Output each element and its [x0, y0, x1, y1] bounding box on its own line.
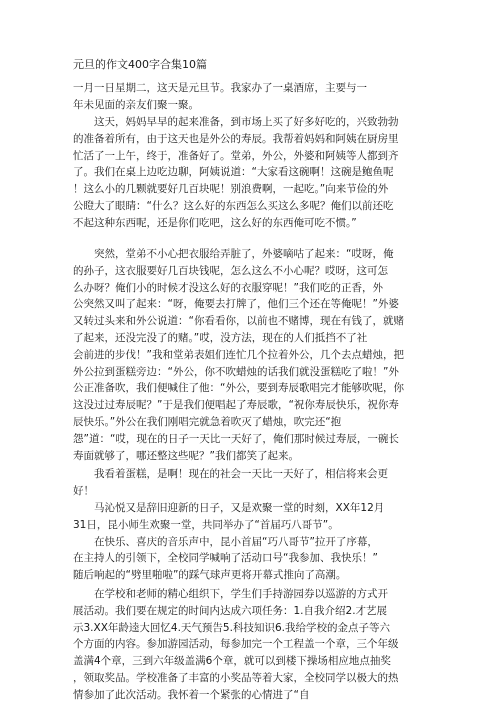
text-line: 了。我们在桌上边吃边聊，阿姨说道：“大家看这碗啊！这碗是鲍鱼呢	[73, 166, 394, 179]
text-line: 这没过过寿辰呢？”于是我们便唱起了寿辰歌，“祝你寿辰快乐，祝你寿	[73, 399, 399, 412]
text-line: 好！	[73, 484, 94, 497]
text-line: 公突然又叫了起来：“呀，俺要去打牌了，他们三个还在等俺呢！”外婆	[73, 298, 399, 311]
text-line: ，领取奖品。学校准备了丰富的小奖品等着大家，全校同学以极大的热	[73, 671, 399, 684]
paragraph-5	[73, 500, 433, 584]
text-line: 年未见面的亲友们聚一聚。	[73, 98, 199, 111]
text-line: 忙活了一上午，终于，准备好了。堂弟，外公，外婆和阿姨等人都到齐	[73, 149, 399, 162]
text-line: 寿面就够了，哪还整这些呢？”我们都笑了起来。	[73, 449, 299, 462]
text-line: 盖满4个章，三到六年级盖满6个章，就可以到楼下操场相应地点抽奖	[73, 655, 391, 668]
text-line: 示3.XX年龄逵大回忆4.天气预告5.科技知识6.我给学校的金点子等六	[73, 621, 390, 634]
text-line: 的孙子，这衣服要好几百块钱呢，怎么这么不小心呢？哎呀，这可怎	[73, 264, 388, 277]
paragraph-6	[73, 586, 433, 704]
text-line: 展活动。我们要在规定的时间内达成六项任务：1.自我介绍2.才艺展	[73, 604, 388, 617]
text-line: 个方面的内容。参加游园活动，每参加完一个工程盖一个章，三个年级	[73, 638, 399, 651]
text-line: 了起来，还没完没了的赌。”哎，没方法，现在的人们抵挡不了社	[73, 331, 368, 344]
text-line: 不起这种东西呢，还是你们吃吧，这么好的东西俺可吃不惯。”	[73, 216, 357, 229]
paragraph-4	[73, 466, 433, 500]
text-line: 突然，堂弟不小心把衣服给弄脏了，外婆嘀咕了起来：“哎呀，俺	[73, 248, 394, 260]
text-line: 的准备着所有，由于这天也是外公的寿辰。我帮着妈妈和阿姨在厨房里	[73, 132, 399, 145]
text-line: 怨”道：“哎，现在的日子一天比一天好了，俺们那时候过寿辰，一碗长	[73, 432, 399, 445]
text-line: 在主持人的引领下，全校同学喊响了活动口号“我参加、我快乐！”	[73, 552, 378, 565]
text-line: 外公拉到蛋糕旁边：“外公，你不吹蜡烛的话我们就没蛋糕吃了啦！”外	[73, 365, 399, 378]
text-line: 31日，昆小师生欢聚一堂，共同举办了“首届巧八哥节”。	[73, 518, 339, 531]
text-line: 辰快乐。”外公在我们刚唱完就急着吹灭了蜡烛，吹完还“抱	[73, 415, 342, 428]
text-line: 么办呀？俺们小的时候才没这么好的衣服穿呢！”我们吃的正香，外	[73, 281, 383, 294]
text-line: 这天，妈妈早早的起来准备，到市场上买了好多好吃的，兴致勃勃	[73, 116, 399, 128]
text-line: 情参加了此次活动。我怀着一个紧张的心情进了“自	[73, 688, 310, 701]
text-line: 公正准备吹，我们便喊住了他：“外公，要到寿辰歌唱完才能够吹呢，你	[73, 382, 404, 395]
paragraph-3	[73, 246, 433, 464]
text-line: 在快乐、喜庆的音乐声中，昆小首届“巧八哥节”拉开了序幕，	[73, 535, 378, 548]
text-line: ！这么小的几颗就要好几百块呢！别浪费啊，一起吃。”向来节俭的外	[73, 183, 389, 196]
document-title: 元旦的作文400字合集10篇	[73, 58, 207, 71]
paragraph-2	[73, 114, 433, 232]
text-line: 又转过头来和外公说道：“你看看你，以前也不赌博，现在有钱了，就赌	[73, 315, 404, 328]
text-line: 马沁悦又是辞旧迎新的日子，又是欢聚一堂的时刻，XX年12月	[73, 502, 385, 514]
text-line: 我看着蛋糕，是啊！现在的社会一天比一天好了，相信将来会更	[73, 468, 388, 480]
text-line: 会前进的步伐！”我和堂弟表姐们连忙几个拉着外公，几个去点蜡烛，把	[73, 348, 404, 361]
text-line: 一月一日星期二，这天是元旦节。我家办了一桌酒席，主要与一	[73, 82, 367, 94]
text-line: 公瞪大了眼睛：“什么？这么好的东西怎么买这么多呢？俺们以前还吃	[73, 199, 394, 212]
text-line: 在学校和老师的精心组织下，学生们手持游园券以巡游的方式开	[73, 588, 388, 600]
paragraph-1	[73, 80, 433, 114]
text-line: 随后响起的“劈里啪啦”的踩气球声更将开幕式推向了高潮。	[73, 569, 347, 582]
